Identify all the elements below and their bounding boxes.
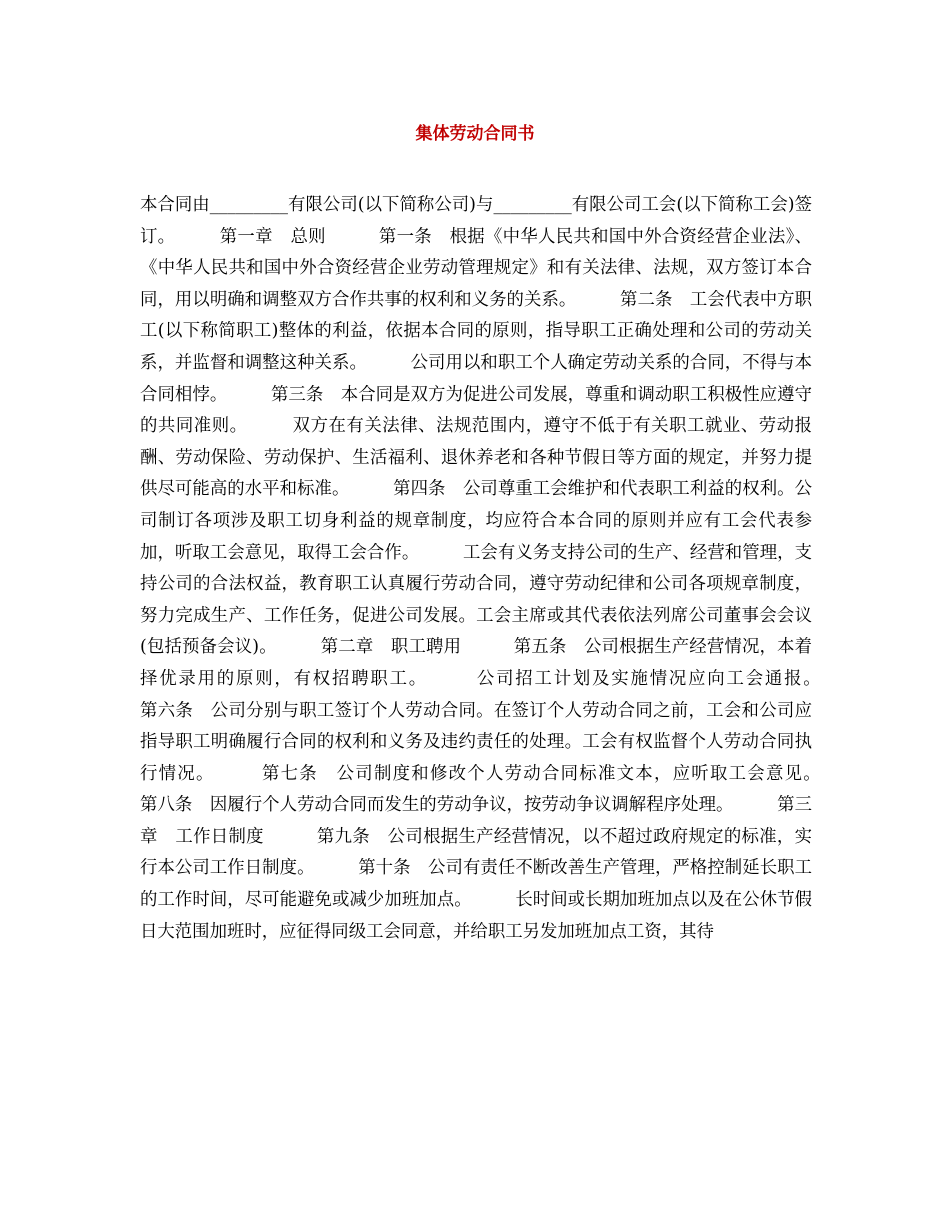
document-title: 集体劳动合同书 xyxy=(415,124,535,144)
document-body-text: 本合同由_________有限公司(以下简称公司)与_________有限公司工会(以下简称工会)签订。 第一章 总则 第一条 根据《中华人民共和国中外合资经营企业法》、《中华人民共和国中外合资经营企业劳动管理规定》和有关法律、法规，双方签订本合同，用以明确和调整双方合作共事的权利和义务的关系。 第二条 工会代表中方职工(以下称简职工)整体的利益，依据本合同的原则，指导职工正确处理和公司的劳动关系，并监督和调整这种关系。 公司用以和职工个人确定劳动关系的合同，不得与本合同相悖。 第三条 本合同是双方为促进公司发展，尊重和调动职工积极性应遵守的共同准则。 双方在有关法律、法规范围内，遵守不低于有关职工就业、劳动报酬、劳动保险、劳动保护、生活福利、退休养老和各种节假日等方面的规定，并努力提供尽可能高的水平和标准。 第四条 公司尊重工会维护和代表职工利益的权利。公司制订各项涉及职工切身利益的规章制度，均应符合本合同的原则并应有工会代表参加，听取工会意见，取得工会合作。 工会有义务支持公司的生产、经营和管理，支持公司的合法权益，教育职工认真履行劳动合同，遵守劳动纪律和公司各项规章制度，努力完成生产、工作任务，促进公司发展。工会主席或其代表依法列席公司董事会会议(包括预备会议)。 第二章 职工聘用 第五条 公司根据生产经营情况，本着择优录用的原则，有权招聘职工。 公司招工计划及实施情况应向工会通报。 第六条 公司分别与职工签订个人劳动合同。在签订个人劳动合同之前，工会和公司应指导职工明确履行合同的权利和义务及违约责任的处理。工会有权监督个人劳动合同执行情况。 第七条 公司制度和修改个人劳动合同标准文本，应听取工会意见。 第八条 因履行个人劳动合同而发生的劳动争议，按劳动争议调解程序处理。 第三章 工作日制度 第九条 公司根据生产经营情况，以不超过政府规定的标准，实行本公司工作日制度。 第十条 公司有责任不断改善生产管理，严格控制延长职工的工作时间，尽可能避免或减少加班加点。 长时间或长期加班加点以及在公休节假日大范围加班时，应征得同级工会同意，并给职工另发加班加点工资，其待 xyxy=(140,195,865,942)
